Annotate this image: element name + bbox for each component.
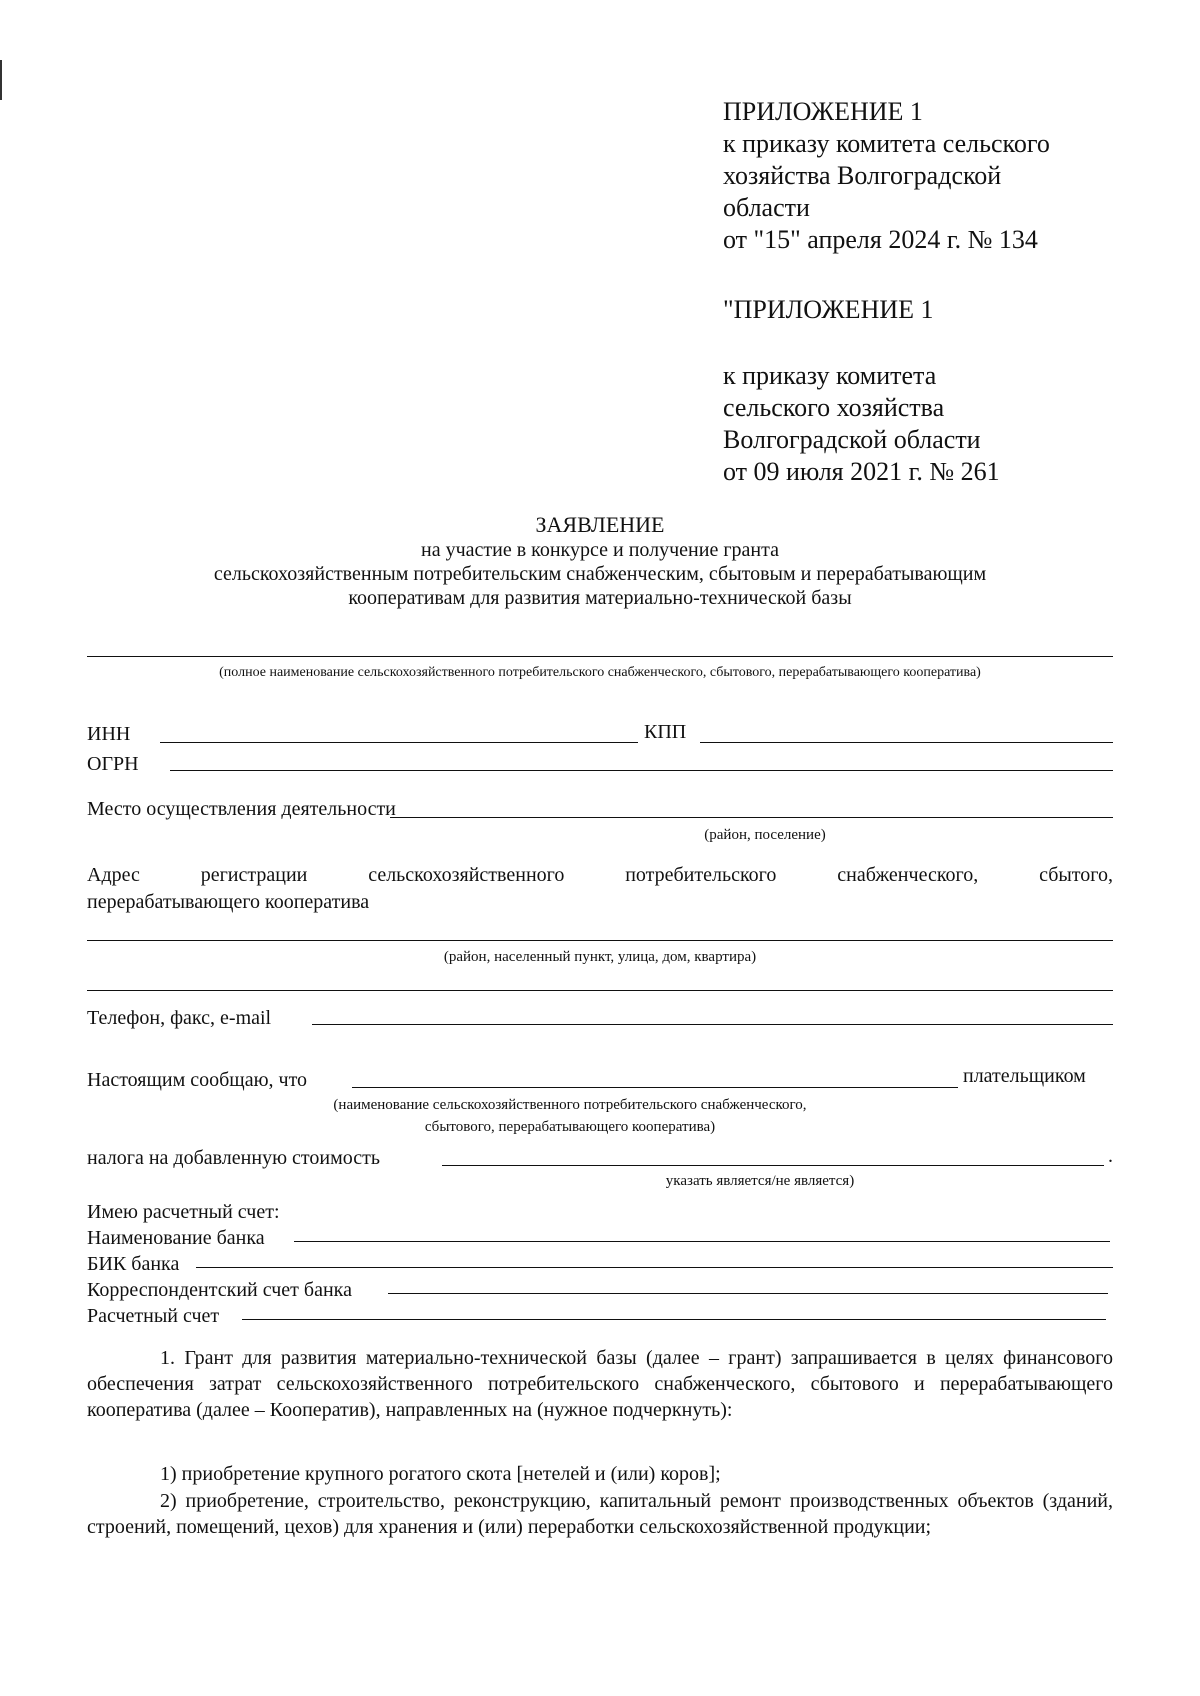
vat-end: . [1108,1145,1113,1167]
appendix-stamp-original-title: "ПРИЛОЖЕНИЕ 1 [723,295,934,324]
corr-account-label: Корреспондентский счет банка [87,1279,352,1301]
document-title-block [0,512,1200,610]
bik-label: БИК банка [87,1253,180,1275]
inform-hint: (наименование сельскохозяйственного потребительского снабженческого, [333,1097,807,1113]
document-title: ЗАЯВЛЕНИЕ [535,512,665,537]
address-field[interactable] [87,940,1113,941]
document-subtitle: сельскохозяйственным потребительским снабженческим, сбытовым и перерабатывающим [213,563,987,585]
appendix-stamp-current [723,96,1050,256]
appendix-date-line: от "15" апреля 2024 г. № 134 [723,225,1038,254]
appendix-date-line: от 09 июля 2021 г. № 261 [723,457,1000,486]
list-item-1: 1) приобретение крупного рогатого скота [нетелей и (или) коров]; [160,1463,721,1485]
contacts-field[interactable] [312,1024,1113,1025]
document-subtitle: на участие в конкурсе и получение гранта [421,539,779,561]
bik-field[interactable] [196,1267,1113,1268]
address-field-extra[interactable] [87,990,1113,991]
coop-name-hint: (полное наименование сельскохозяйственного потребительского снабженческого, сбытового, перерабатывающего кооператива) [219,665,981,680]
payer-label: плательщиком [963,1065,1086,1087]
contacts-label: Телефон, факс, e-mail [87,1007,272,1029]
place-hint: (район, поселение) [704,827,826,843]
inform-label: Настоящим сообщаю, что [87,1069,308,1091]
bank-name-label: Наименование банка [87,1227,265,1249]
list-item-2: 2) приобретение, строительство, реконструкцию, капитальный ремонт производственных объектов (зданий, строений, помещений, цехов) для хранения и (или) переработки сельскохозяйственной продукции; [87,1490,1113,1538]
document-subtitle: кооперативам для развития материально-технической базы [348,587,852,609]
ogrn-label: ОГРН [87,753,139,775]
appendix-line: к приказу комитета [723,361,937,390]
coop-name-field[interactable] [87,656,1113,657]
place-label: Место осуществления деятельности [87,798,396,820]
address-label: Адрес регистрации сельскохозяйственного потребительского снабженческого, сбытого, [87,864,1113,886]
inn-label: ИНН [87,723,131,745]
coop-payer-field[interactable] [352,1087,958,1088]
account-field[interactable] [242,1319,1106,1320]
scan-edge-mark [0,60,2,100]
bank-name-field[interactable] [294,1241,1110,1242]
kpp-field[interactable] [700,742,1113,743]
account-heading: Имею расчетный счет: [87,1201,280,1223]
appendix-line: к приказу комитета сельского [723,129,1050,158]
address-hint: (район, населенный пункт, улица, дом, квартира) [443,949,757,965]
ogrn-field[interactable] [170,770,1113,771]
inn-field[interactable] [160,742,638,743]
address-label-cont: перерабатывающего кооператива [87,891,370,913]
appendix-line: хозяйства Волгоградской [723,161,1002,190]
paragraph-1: 1. Грант для развития материально-технической базы (далее – грант) запрашивается в целях финансового обеспечения затрат сельскохозяйственного потребительского снабженческого, сбытового и перерабатывающего кооператива (далее – Кооператив), направленных на (нужное подчеркнуть): [87,1347,1113,1421]
kpp-label: КПП [644,721,687,743]
appendix-stamp-original [723,360,1000,488]
appendix-title: ПРИЛОЖЕНИЕ 1 [723,97,923,126]
corr-account-field[interactable] [388,1293,1108,1294]
vat-field[interactable] [442,1165,1104,1166]
appendix-line: сельского хозяйства [723,393,945,422]
appendix-line: области [723,193,810,222]
vat-hint: указать является/не является) [665,1173,855,1189]
account-label: Расчетный счет [87,1305,220,1327]
appendix-line: Волгоградской области [723,425,981,454]
vat-label: налога на добавленную стоимость [87,1147,380,1169]
inform-hint-cont: сбытового, перерабатывающего кооператива) [424,1119,716,1135]
place-field[interactable] [390,817,1113,818]
